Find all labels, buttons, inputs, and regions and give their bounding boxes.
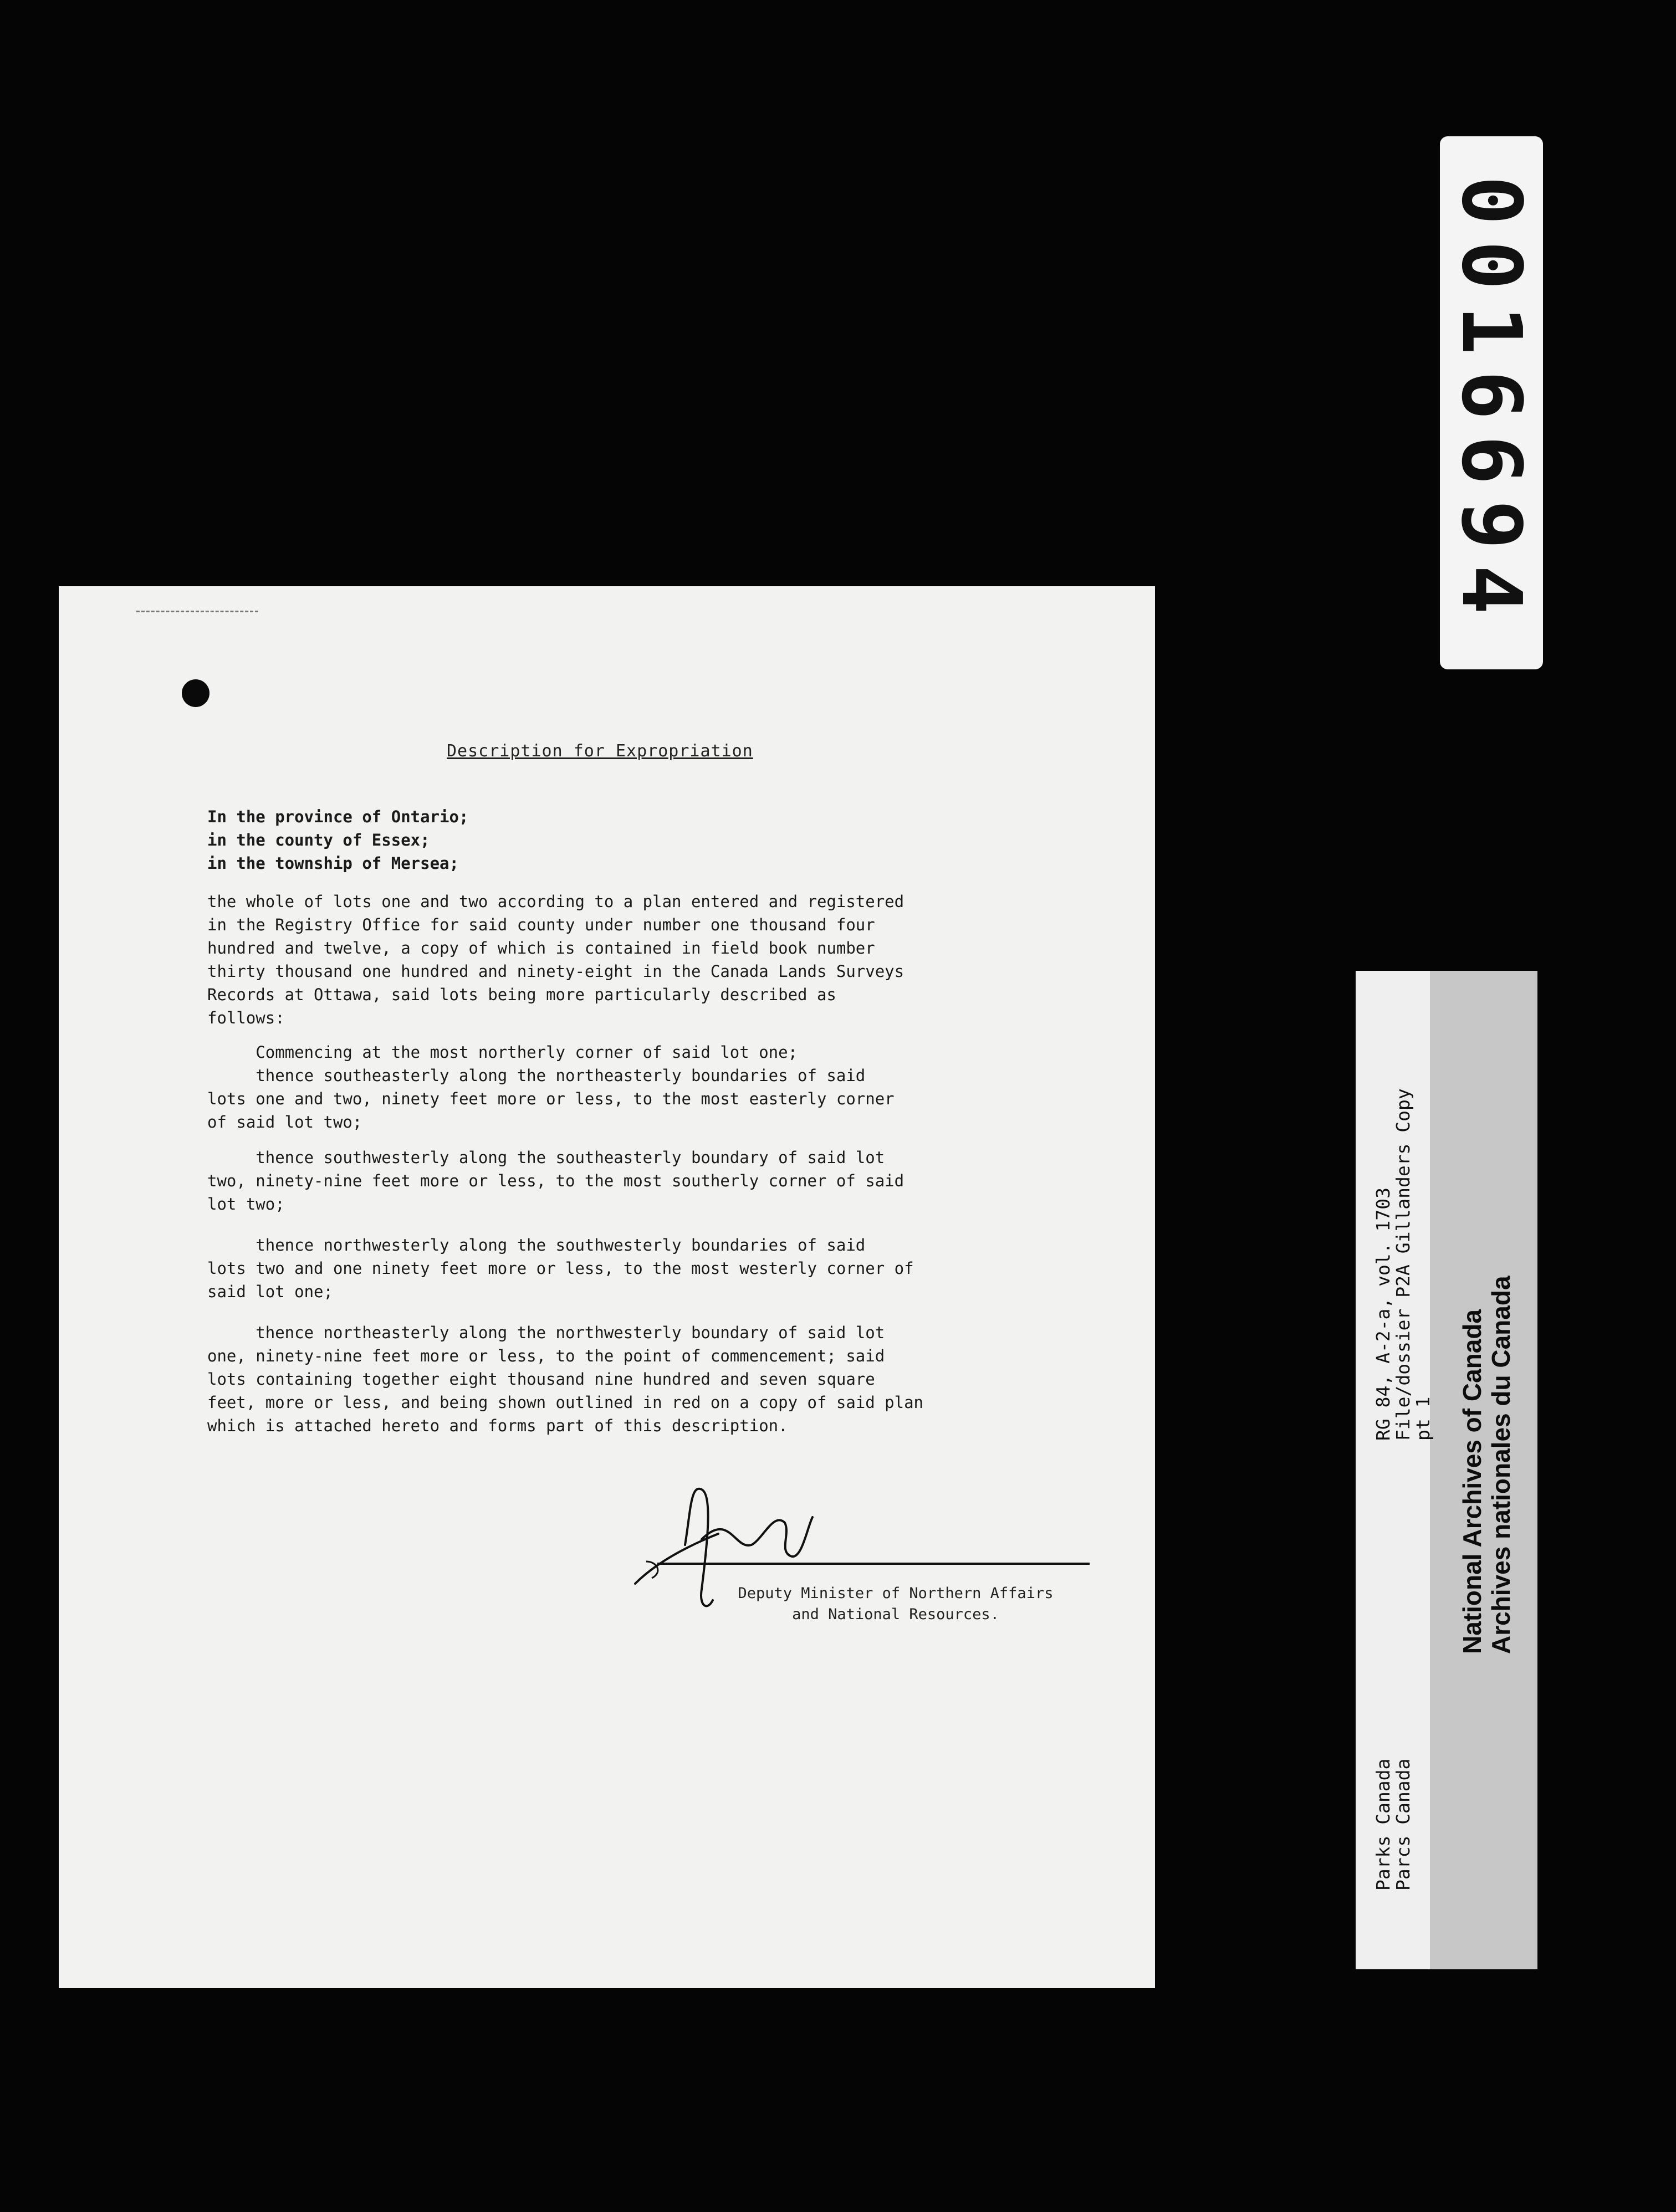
page-tick-marks — [136, 611, 258, 616]
punch-hole — [182, 679, 209, 707]
signature-caption: Deputy Minister of Northern Affairs and National Resources. — [738, 1585, 1054, 1623]
paragraph-northeasterly: thence northeasterly along the northwesterly boundary of said lot one, ninety-nine feet more or less, to the point of commencement; said lots containing together eight thousand nine hundred and seven square feet, more or less, and being shown outlined in red on a copy of said plan which is attached hereto and forms part of this description. — [207, 1323, 924, 1435]
archive-reference-line: File/dossier P2A Gillanders Copy — [1392, 1088, 1414, 1441]
location-line: in the township of Mersea; — [207, 854, 459, 873]
location-line: in the county of Essex; — [207, 831, 430, 849]
document-title: Description for Expropriation — [447, 741, 753, 761]
archive-reference-line: RG 84, A-2-a, vol. 1703 — [1372, 1187, 1394, 1441]
bates-number: 0016694 — [1444, 176, 1539, 630]
document-page — [59, 586, 1155, 1988]
signature-block — [624, 1478, 1112, 1623]
paragraph-southwesterly: thence southwesterly along the southeasterly boundary of said lot two, ninety-nine feet more or less, to the most southerly corner of said lot two; — [207, 1148, 905, 1213]
signature-line — [657, 1563, 1090, 1565]
bates-number-strip — [1440, 136, 1543, 669]
archive-reference-line: pt 1 — [1412, 1396, 1434, 1441]
paragraph-northwesterly: thence northwesterly along the southwesterly boundaries of said lots two and one ninety feet more or less, to the most westerly corner of said lot one; — [207, 1236, 914, 1301]
paragraph-lots: the whole of lots one and two according to a plan entered and registered in the Registry Office for said county under number one thousand four hundred and twelve, a copy of which is contained in field book number thirty thousand one hundred and ninety-eight in the Canada Lands Surveys Records at Ottawa, said lots being more particularly described as follows: — [207, 892, 905, 1027]
paragraph-commencing: Commencing at the most northerly corner of said lot one; thence southeasterly along the northeasterly boundaries of said lots one and two, ninety feet more or less, to the most easterly corner of said lot two; — [207, 1043, 895, 1131]
location-line: In the province of Ontario; — [207, 807, 469, 826]
archive-institution-fr: Archives nationales du Canada — [1486, 1276, 1515, 1654]
archive-department-fr: Parcs Canada — [1392, 1758, 1414, 1891]
archive-institution-en: National Archives of Canada — [1458, 1309, 1486, 1654]
archive-department-en: Parks Canada — [1372, 1758, 1394, 1891]
